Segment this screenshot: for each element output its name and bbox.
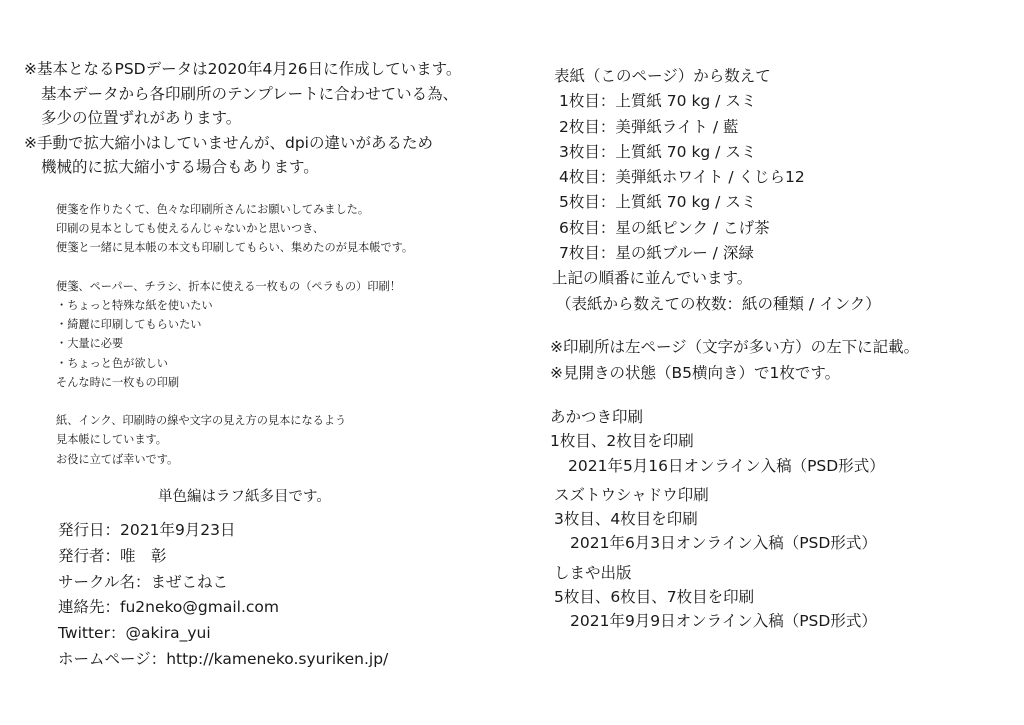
sheet-item: 1枚目：上質紙 70 kg / スミ: [559, 92, 757, 111]
printer-date: 2021年9月9日オンライン入稿（PSD形式）: [570, 612, 877, 631]
colophon: [58, 518, 388, 673]
sheet-order-caption: （表紙から数えての枚数：紙の種類 / インク）: [556, 294, 881, 313]
printer-list: [550, 405, 885, 639]
sheet-item: 7枚目：星の紙ブルー / 深緑: [559, 244, 754, 263]
intro-line: 印刷の見本としても使えるんじゃないかと思いつき、: [56, 222, 325, 236]
note-line: ※基本となるPSDデータは2020年4月26日に作成しています。: [24, 60, 462, 78]
pera-line: ・綺麗に印刷してもらいたい: [56, 318, 202, 332]
printer-name: しまや出版: [554, 563, 632, 582]
printer-name: あかつき印刷: [550, 408, 644, 426]
pera-line: ・ちょっと特殊な紙を使いたい: [56, 299, 213, 312]
sheet-item: 5枚目：上質紙 70 kg / スミ: [559, 193, 757, 212]
mono-edition-note: 単色編はラフ紙多目です。: [158, 489, 331, 505]
sheet-order-footer: 上記の順番に並んでいます。: [552, 269, 753, 288]
spacer: [56, 392, 413, 411]
data-creation-notes: [24, 57, 461, 180]
printer-notes: [550, 335, 919, 386]
purpose-line: 見本帳にしています。: [56, 433, 167, 447]
pera-line: 便箋、ペーパー、チラシ、折本に使える一枚もの（ペラもの）印刷！: [56, 279, 401, 293]
note-line: ※手動で拡大縮小はしていませんが、dpiの違いがあるため: [24, 133, 433, 152]
spacer: [56, 258, 413, 277]
twitter-handle: Twitter：@akira_yui: [58, 624, 211, 643]
printer-pages: 5枚目、6枚目、7枚目を印刷: [554, 588, 755, 607]
note-line: ※見開きの状態（B5横向き）で1枚です。: [550, 363, 841, 382]
intro-text: [56, 200, 413, 469]
sheet-order-heading: 表紙（このページ）から数えて: [554, 67, 771, 85]
printer-pages: 3枚目、4枚目を印刷: [554, 510, 698, 529]
issue-date: 発行日：2021年9月23日: [58, 521, 236, 539]
homepage-url: ホームページ：http://kameneko.syuriken.jp/: [58, 649, 389, 668]
sheet-item: 4枚目：美弾紙ホワイト / くじら12: [559, 168, 805, 187]
contact-email: 連絡先：fu2neko@gmail.com: [58, 598, 279, 617]
printer-name: スズトウシャドウ印刷: [554, 485, 709, 504]
sheet-item: 6枚目：星の紙ピンク / こげ茶: [559, 218, 770, 237]
pera-line: ・大量に必要: [56, 337, 124, 351]
printer-entry: [550, 561, 885, 634]
publisher: 発行者：唯 彰: [58, 546, 167, 565]
printer-pages: 1枚目、2枚目を印刷: [550, 432, 694, 451]
intro-line: 便箋と一緒に見本帳の本文も印刷してもらい、集めたのが見本帳です。: [56, 241, 414, 255]
purpose-line: 紙、インク、印刷時の線や文字の見え方の見本になるよう: [56, 414, 347, 428]
note-line: 機械的に拡大縮小する場合もあります。: [41, 158, 319, 176]
printer-entry: [550, 405, 885, 478]
note-line: 多少の位置ずれがあります。: [41, 109, 242, 127]
note-line: ※印刷所は左ページ（文字が多い方）の左下に記載。: [550, 338, 920, 356]
pera-line: ・ちょっと色が欲しい: [56, 356, 168, 370]
purpose-line: お役に立てば幸いです。: [56, 452, 179, 466]
intro-line: 便箋を作りたくて、色々な印刷所さんにお願いしてみました。: [56, 203, 370, 216]
pera-line: そんな時に一枚もの印刷: [56, 375, 180, 389]
sheet-item: 3枚目：上質紙 70 kg / スミ: [559, 142, 757, 161]
printer-entry: [550, 483, 885, 556]
sheet-order-list: [552, 64, 881, 317]
printer-date: 2021年5月16日オンライン入稿（PSD形式）: [568, 456, 885, 475]
circle-name: サークル名：まぜこねこ: [58, 572, 229, 591]
note-line: 基本データから各印刷所のテンプレートに合わせている為、: [41, 84, 459, 103]
printer-date: 2021年6月3日オンライン入稿（PSD形式）: [570, 534, 877, 553]
sheet-item: 2枚目：美弾紙ライト / 藍: [559, 117, 739, 136]
